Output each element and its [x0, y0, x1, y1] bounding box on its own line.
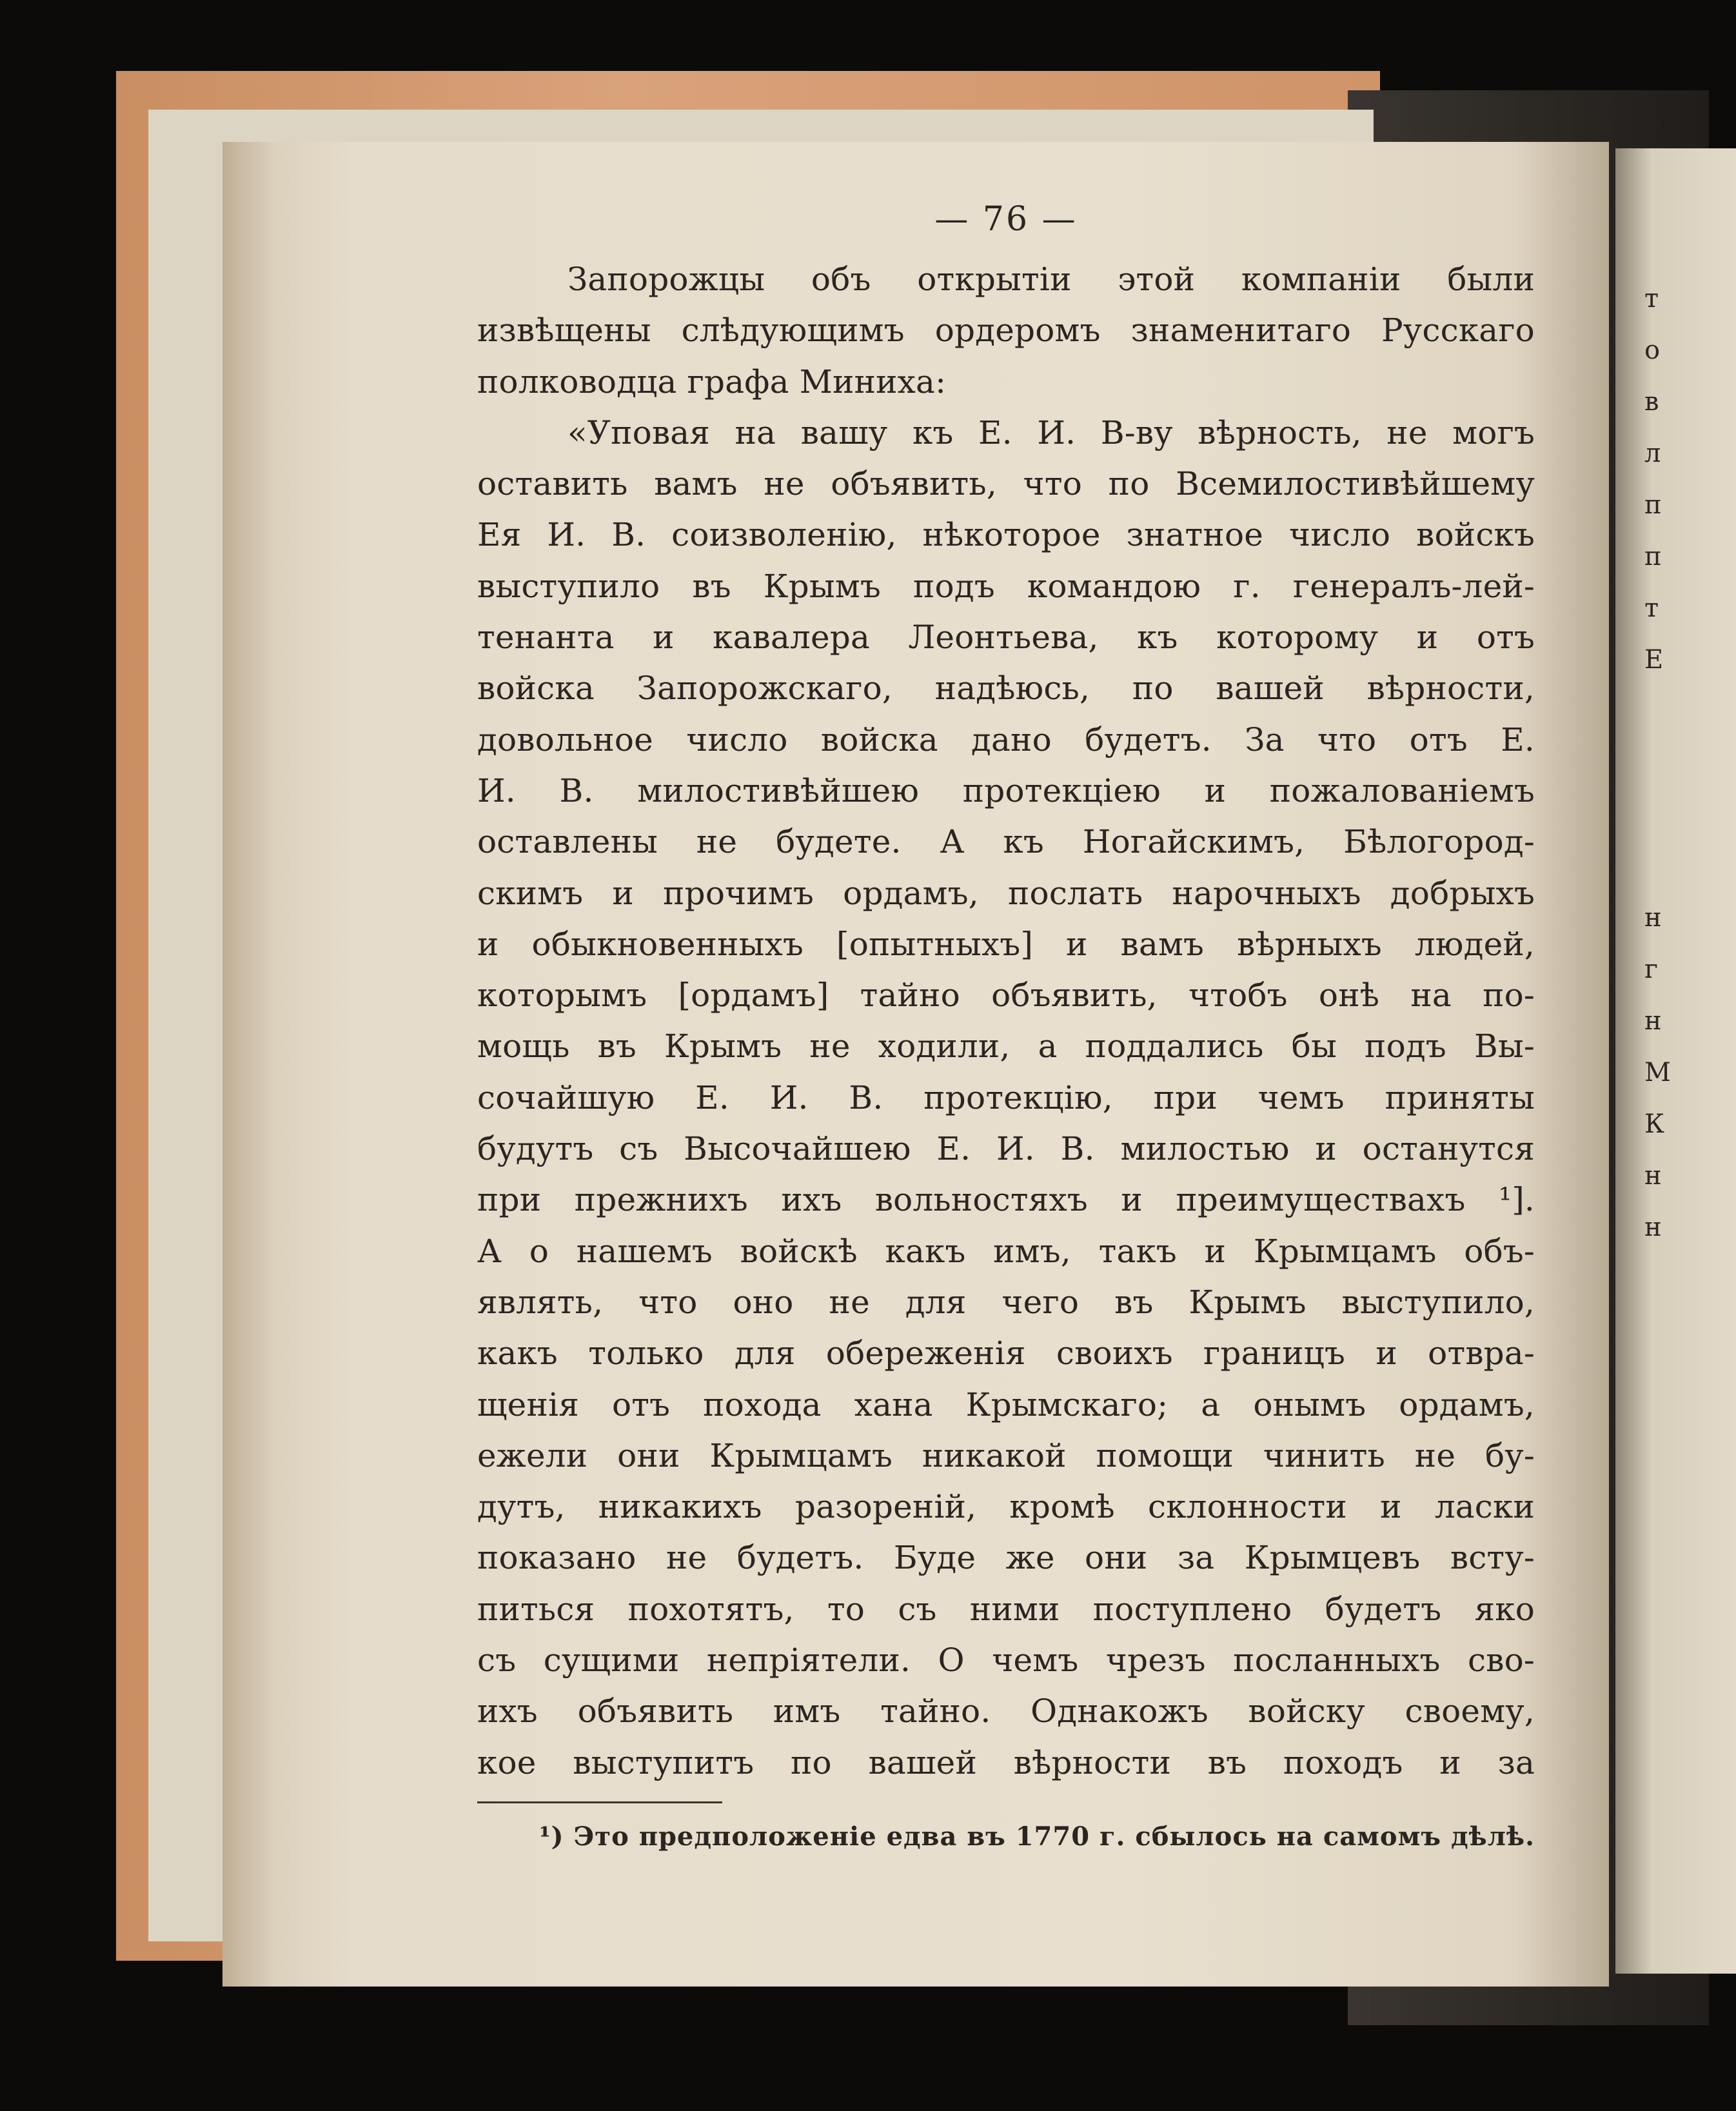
facing-page-letter: п	[1644, 542, 1662, 571]
facing-page-letter: н	[1644, 903, 1662, 933]
text-line: А о нашемъ войскѣ какъ имъ, такъ и Крымцамъ объ-	[477, 1232, 1535, 1270]
text-line: Запорожцы объ открытіи этой компаніи были	[567, 261, 1535, 298]
text-line: мощь въ Крымъ не ходили, а поддались бы подъ Вы-	[477, 1027, 1535, 1065]
text-line: щенія отъ похода хана Крымскаго; а онымъ ордамъ,	[477, 1385, 1535, 1423]
text-line: при прежнихъ ихъ вольностяхъ и преимуществахъ ¹].	[477, 1181, 1535, 1219]
text-line: И. В. милостивѣйшею протекціею и пожалованіемъ	[477, 771, 1535, 809]
text-line: какъ только для обереженія своихъ границъ и отвра-	[477, 1334, 1535, 1373]
facing-page-letter: н	[1644, 1006, 1662, 1036]
text-line: являть, что оно не для чего въ Крымъ выступило,	[477, 1283, 1535, 1321]
facing-page-letter: т	[1644, 284, 1659, 313]
text-line: довольное число войска дано будетъ. За что отъ Е.	[477, 720, 1535, 758]
text-line: съ сущими непріятели. О чемъ чрезъ посланныхъ сво-	[477, 1641, 1535, 1680]
facing-page-letter: н	[1644, 1213, 1662, 1242]
facing-page-letter: л	[1644, 439, 1661, 468]
text-line: ихъ объявить имъ тайно. Однакожъ войску своему,	[477, 1692, 1535, 1730]
text-line: выступило въ Крымъ подъ командою г. генералъ-лей-	[477, 567, 1535, 605]
page-number: — 76 —	[934, 200, 1078, 239]
text-line: скимъ и прочимъ ордамъ, послать нарочныхъ добрыхъ	[477, 874, 1535, 912]
text-line: извѣщены слѣдующимъ ордеромъ знаменитаго Русскаго	[477, 312, 1535, 350]
facing-page-letter: п	[1644, 490, 1662, 520]
text-line: и обыкновенныхъ [опытныхъ] и вамъ вѣрныхъ людей,	[477, 925, 1535, 963]
footnote: ¹) Это предположеніе едва въ 1770 г. сбылось на самомъ дѣлѣ.	[539, 1821, 1535, 1852]
footnote-rule	[477, 1801, 722, 1803]
facing-page-letter: Е	[1644, 645, 1664, 675]
text-line: сочайшую Е. И. В. протекцію, при чемъ приняты	[477, 1078, 1535, 1116]
text-line: будутъ съ Высочайшею Е. И. В. милостью и останутся	[477, 1130, 1535, 1168]
facing-page-letter: о	[1644, 335, 1661, 365]
text-line: кое выступитъ по вашей вѣрности въ походъ и за	[477, 1743, 1535, 1781]
facing-page-letter: г	[1644, 955, 1658, 984]
facing-page	[1615, 148, 1736, 1974]
facing-page-letter: в	[1644, 387, 1659, 417]
text-line: питься похотятъ, то съ ними поступлено будетъ яко	[477, 1590, 1535, 1628]
text-line: войска Запорожскаго, надѣюсь, по вашей вѣрности,	[477, 669, 1535, 708]
text-line: полководца графа Миниха:	[477, 362, 947, 401]
text-line: тенанта и кавалера Леонтьева, къ которому и отъ	[477, 619, 1535, 657]
page-text	[477, 193, 1535, 1852]
text-line: оставить вамъ не объявить, что по Всемилостивѣйшему	[477, 465, 1535, 503]
text-line: «Уповая на вашу къ Е. И. В-ву вѣрность, не могъ	[567, 413, 1535, 451]
facing-page-letter: К	[1644, 1109, 1664, 1139]
text-line: Ея И. В. соизволенію, нѣкоторое знатное число войскъ	[477, 516, 1535, 554]
text-line: дутъ, никакихъ разореній, кромѣ склонности и ласки	[477, 1488, 1535, 1526]
text-line: показано не будетъ. Буде же они за Крымцевъ всту-	[477, 1539, 1535, 1577]
facing-page-letter: М	[1644, 1058, 1671, 1087]
facing-page-letter: н	[1644, 1161, 1662, 1191]
text-line: ежели они Крымцамъ никакой помощи чинить не бу-	[477, 1436, 1535, 1474]
text-line: оставлены не будете. А къ Ногайскимъ, Бѣлогород-	[477, 823, 1535, 861]
text-line: которымъ [ордамъ] тайно объявить, чтобъ онѣ на по-	[477, 976, 1535, 1015]
facing-page-letter: т	[1644, 593, 1659, 623]
